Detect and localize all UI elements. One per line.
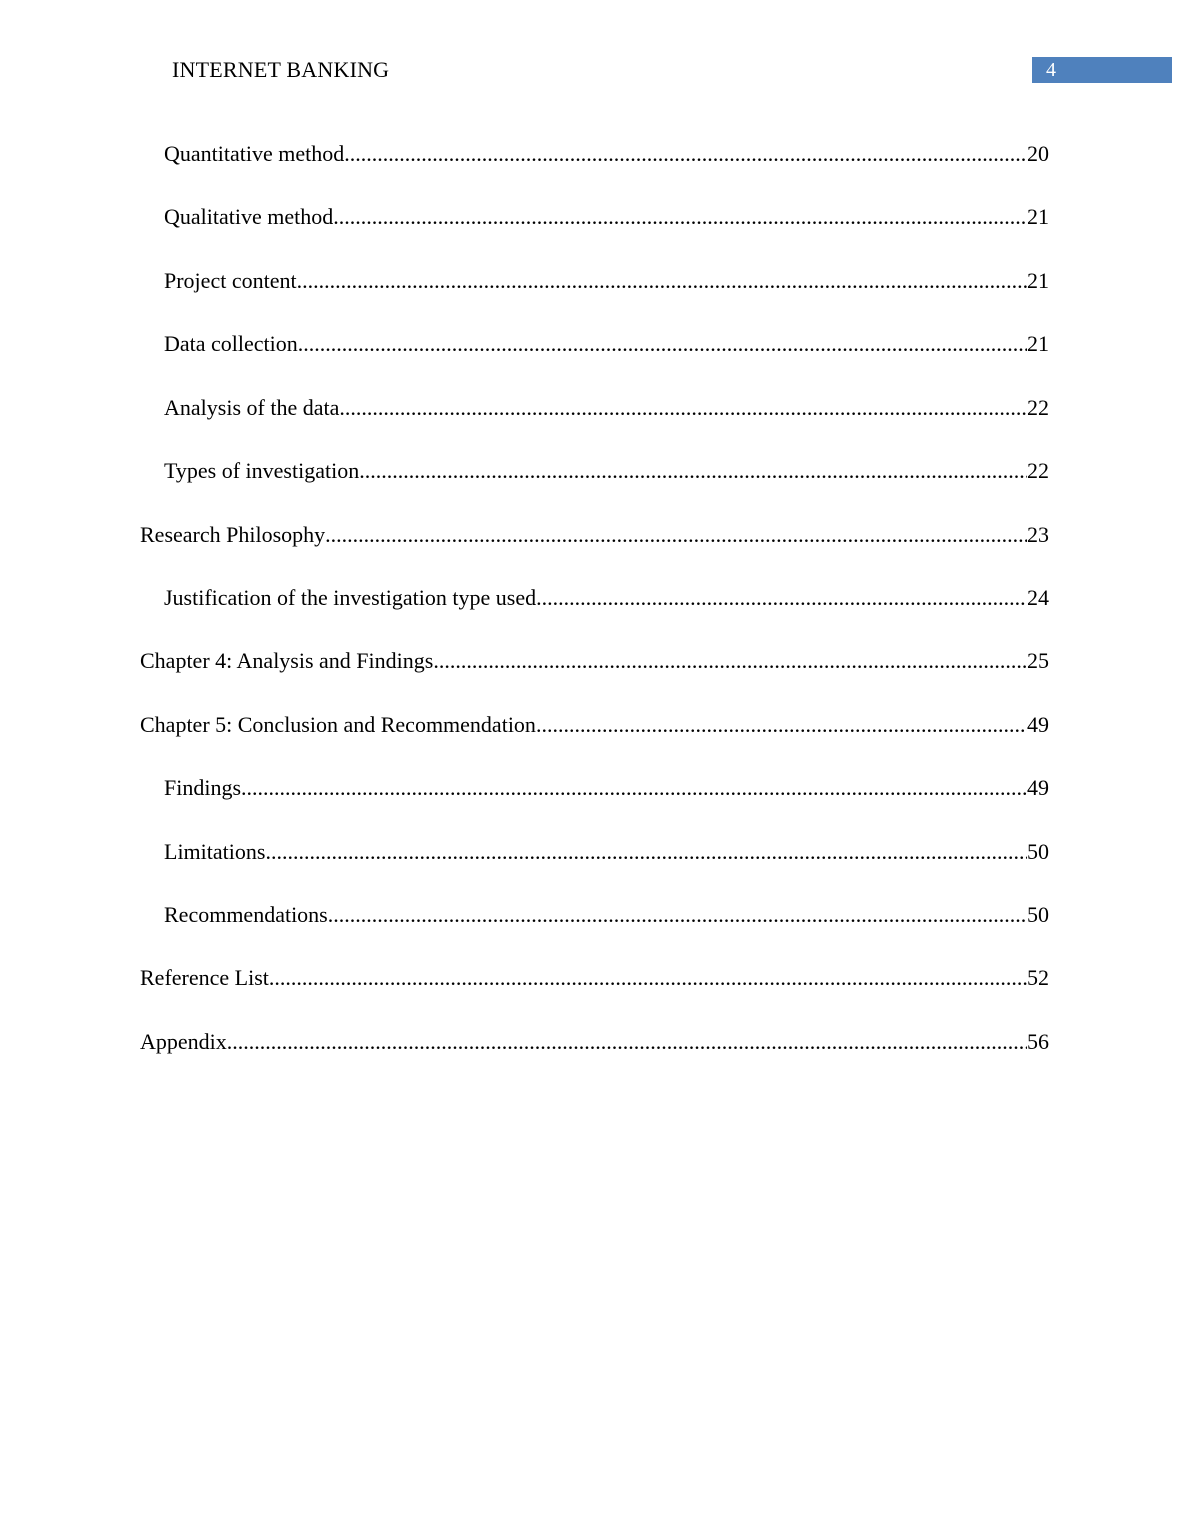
toc-dot-leader: [227, 1028, 1027, 1056]
toc-dot-leader: [536, 711, 1027, 739]
toc-entry-title: Chapter 5: Conclusion and Recommendation: [140, 712, 536, 737]
toc-entry-page: 21: [1027, 204, 1049, 229]
toc-entry[interactable]: [164, 394, 1049, 422]
toc-entry-page: 22: [1027, 458, 1049, 483]
toc-entry-page: 20: [1027, 141, 1049, 166]
toc-dot-leader: [328, 901, 1027, 929]
toc-entry-title: Limitations: [164, 839, 266, 864]
toc-entry-page: 52: [1027, 965, 1049, 990]
toc-entry-page: 49: [1027, 775, 1049, 800]
toc-entry-title: Data collection: [164, 331, 298, 356]
toc-entry-title: Types of investigation: [164, 458, 360, 483]
page-number-badge: [1032, 57, 1172, 83]
toc-entry-page: 49: [1027, 712, 1049, 737]
toc-entry-title: Analysis of the data: [164, 395, 340, 420]
toc-entry[interactable]: [164, 267, 1049, 295]
toc-dot-leader: [325, 521, 1027, 549]
toc-entry-page: 50: [1027, 902, 1049, 927]
toc-dot-leader: [536, 584, 1027, 612]
toc-entry[interactable]: [164, 774, 1049, 802]
toc-entry-page: 50: [1027, 839, 1049, 864]
toc-entry-title: Research Philosophy: [140, 522, 326, 547]
toc-entry-page: 23: [1027, 522, 1049, 547]
toc-dot-leader: [339, 394, 1027, 422]
toc-entry[interactable]: [140, 964, 1049, 992]
toc-entry[interactable]: [164, 457, 1049, 485]
toc-entry-title: Appendix: [140, 1029, 227, 1054]
toc-dot-leader: [265, 838, 1027, 866]
toc-entry[interactable]: [140, 521, 1049, 549]
toc-entry-title: Chapter 4: Analysis and Findings: [140, 648, 434, 673]
page-number: 4: [1046, 59, 1056, 81]
toc-entry[interactable]: [164, 330, 1049, 358]
toc-dot-leader: [269, 964, 1027, 992]
toc-dot-leader: [433, 647, 1027, 675]
toc-entry-title: Quantitative method: [164, 141, 345, 166]
toc-entry[interactable]: [164, 203, 1049, 231]
toc-entry-page: 21: [1027, 331, 1049, 356]
toc-entry[interactable]: [164, 140, 1049, 168]
toc-entry[interactable]: [164, 901, 1049, 929]
toc-entry[interactable]: [164, 838, 1049, 866]
toc-dot-leader: [333, 203, 1027, 231]
toc-dot-leader: [344, 140, 1027, 168]
running-header-title: INTERNET BANKING: [172, 57, 390, 82]
toc-entry-page: 56: [1027, 1029, 1049, 1054]
toc-entry-title: Recommendations: [164, 902, 328, 927]
toc-entry[interactable]: [164, 584, 1049, 612]
toc-entry[interactable]: [140, 711, 1049, 739]
toc-entry-page: 25: [1027, 648, 1049, 673]
toc-entry[interactable]: [140, 647, 1049, 675]
toc-entry-title: Project content: [164, 268, 297, 293]
toc-entry-page: 24: [1027, 585, 1049, 610]
toc-entry[interactable]: [140, 1028, 1049, 1056]
toc-entry-title: Qualitative method: [164, 204, 334, 229]
toc-entry-title: Findings: [164, 775, 242, 800]
toc-entry-page: 21: [1027, 268, 1049, 293]
toc-entry-page: 22: [1027, 395, 1049, 420]
toc-entry-title: Reference List: [140, 965, 269, 990]
toc-dot-leader: [297, 267, 1027, 295]
toc-dot-leader: [298, 330, 1027, 358]
toc-dot-leader: [359, 457, 1027, 485]
toc-entry-title: Justification of the investigation type used: [164, 585, 537, 610]
toc-dot-leader: [241, 774, 1027, 802]
